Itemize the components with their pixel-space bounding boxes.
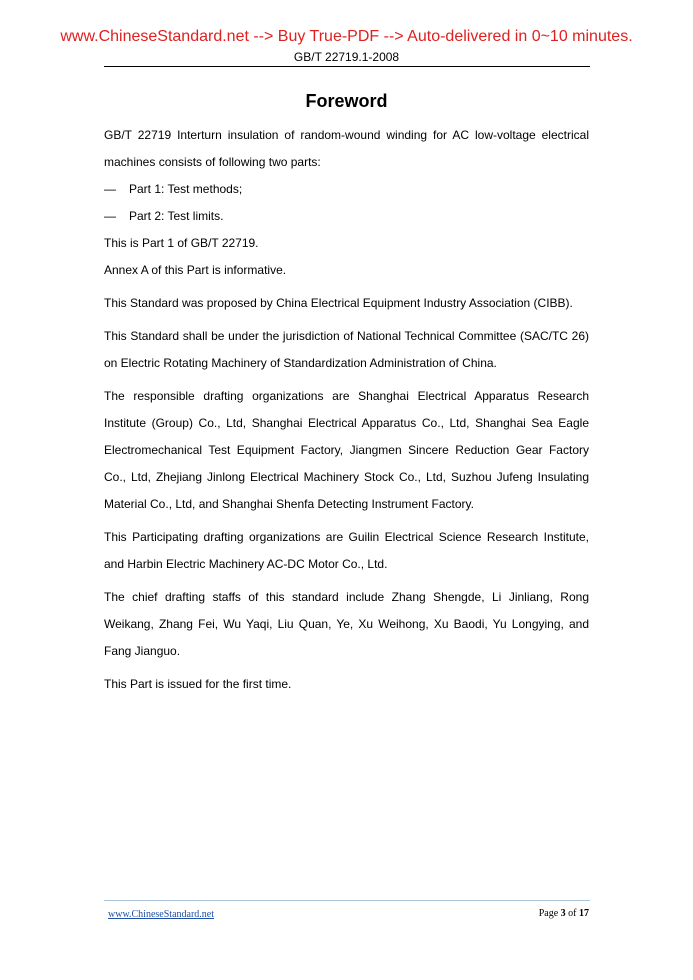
page-title: Foreword	[305, 91, 388, 111]
issue-statement: This Part is issued for the first time.	[104, 677, 292, 691]
list-item-text: Part 1: Test methods;	[129, 182, 243, 196]
jurisdiction-paragraph: This Standard shall be under the jurisdiction of National Technical Committee (SAC/TC 26) on Electric Rotating Machinery of Standardization Administration of China.	[104, 329, 589, 370]
page-current: 3	[560, 908, 566, 919]
header-divider	[104, 66, 590, 67]
list-item-text: Part 2: Test limits.	[129, 209, 224, 223]
footer-divider	[104, 900, 590, 901]
list-item	[104, 203, 589, 230]
page-of: of	[568, 908, 577, 919]
responsible-orgs-paragraph: The responsible drafting organizations are Shanghai Electrical Apparatus Research Institute (Group) Co., Ltd, Shanghai Electrical Apparatus Co., Ltd, Shanghai Sea Eagle Electromechanical Test Equipment Factory, Jiangmen Sincere Reduction Gear Factory Co., Ltd, Zhejiang Jinlong Electrical Machinery Stock Co., Ltd, Suzhou Jufeng Insulating Material Co., Ltd, and Shanghai Shenfa Detecting Instrument Factory.	[104, 389, 589, 511]
intro-paragraph: GB/T 22719 Interturn insulation of random-wound winding for AC low-voltage electrical machines consists of following two parts:	[104, 128, 589, 169]
list-item	[104, 176, 589, 203]
drafting-staff-paragraph: The chief drafting staffs of this standard include Zhang Shengde, Li Jinliang, Rong Weikang, Zhang Fei, Wu Yaqi, Liu Quan, Ye, Xu Weihong, Xu Baodi, Yu Longying, and Fang Jianguo.	[104, 590, 589, 658]
list-dash: —	[104, 209, 116, 223]
document-id: GB/T 22719.1-2008	[293, 50, 400, 64]
foreword-body	[104, 122, 589, 698]
footer-website-link[interactable]: www.ChineseStandard.net	[108, 909, 214, 920]
annex-statement: Annex A of this Part is informative.	[104, 263, 287, 277]
page-word: Page	[538, 908, 559, 919]
promo-banner-link[interactable]: www.ChineseStandard.net --> Buy True-PDF --> Auto-delivered in 0~10 minutes.	[60, 28, 633, 45]
proposer-paragraph: This Standard was proposed by China Electrical Equipment Industry Association (CIBB).	[104, 296, 573, 310]
part-statement: This is Part 1 of GB/T 22719.	[104, 236, 259, 250]
list-dash: —	[104, 182, 116, 196]
page-total: 17	[579, 908, 589, 919]
page-number	[539, 908, 589, 919]
participating-orgs-paragraph: This Participating drafting organizations are Guilin Electrical Science Research Institute, and Harbin Electric Machinery AC-DC Motor Co., Ltd.	[104, 530, 589, 571]
